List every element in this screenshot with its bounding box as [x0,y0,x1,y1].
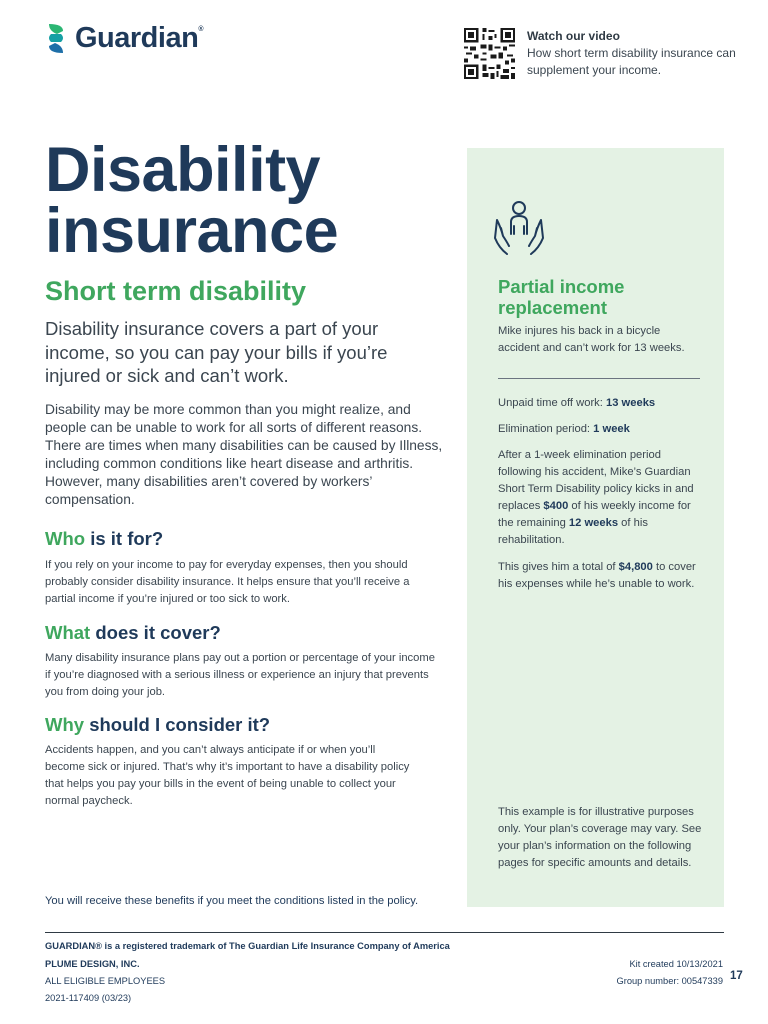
intro-paragraph: Disability may be more common than you might realize, and people can be unable to work for all sorts of different reasons. There are times when many disabilities can be caused by Illness, including common conditions like heart disease and arthritis. However, many disabilities aren’t covered by workers’ compensation. [45,402,443,507]
video-description: How short term disability insurance can supplement your income. [527,46,736,77]
footer-trademark: GUARDIAN® is a registered trademark of The Guardian Life Insurance Company of America [45,941,450,951]
page-title: Disability insurance [45,135,339,266]
elimination-period: Elimination period: 1 week [498,423,630,435]
panel-total: This gives him a total of $4,800 to cover his expenses while he’s unable to work. [498,561,696,590]
guardian-logo-icon [45,22,67,55]
footer-employees: ALL ELIGIBLE EMPLOYEES [45,976,166,986]
panel-scenario: Mike injures his back in a bicycle accident and can’t work for 13 weeks. [498,325,685,354]
unpaid-time-off: Unpaid time off work: 13 weeks [498,397,656,409]
panel-detail: After a 1-week elimination period following his accident, Mike’s Guardian Short Term Disability policy kicks in and replaces $400 of his weekly income for the remaining 12 weeks of his rehabilitation. [498,449,694,546]
qr-code-icon[interactable] [464,28,515,79]
text-who: If you rely on your income to pay for everyday expenses, then you should probably consider disability insurance. It helps ensure that you’ll receive a partial income if you’re injured or too sick to work. [45,559,410,605]
watch-video-callout[interactable] [527,28,737,79]
heading-who: Who is it for? [45,528,164,549]
person-hands-icon [489,198,549,258]
heading-why: Why should I consider it? [45,714,271,735]
footer-group-number: Group number: 00547339 [616,976,723,986]
panel-title: Partial income replacement [498,276,625,318]
footer-company: PLUME DESIGN, INC. [45,959,140,969]
footer-divider [45,932,724,933]
heading-what: What does it cover? [45,622,221,643]
section-subtitle: Short term disability [45,276,307,306]
page-number: 17 [730,970,743,982]
video-title: Watch our video [527,29,620,43]
lead-paragraph: Disability insurance covers a part of your income, so you can pay your bills if you’re injured or sick and can’t work. [45,318,388,386]
benefits-footnote: You will receive these benefits if you meet the conditions listed in the policy. [45,895,419,907]
footer-kit-created: Kit created 10/13/2021 [629,959,723,969]
guardian-logo [45,22,203,55]
panel-disclaimer: This example is for illustrative purposes only. Your plan’s coverage may vary. See your plan’s information on the following pages for specific amounts and details. [498,806,702,869]
footer-code: 2021-117409 (03/23) [45,993,132,1003]
brand-name: Guardian® [75,22,203,54]
text-why: Accidents happen, and you can’t always anticipate if or when you’ll become sick or injured. That’s why it’s important to have a disability policy that helps you pay your bills in the event of being unable to collect your normal paycheck. [45,744,410,807]
panel-divider [498,378,700,379]
text-what: Many disability insurance plans pay out a portion or percentage of your income if you’re diagnosed with a serious illness or experience an injury that prevents you from doing your job. [45,652,435,698]
